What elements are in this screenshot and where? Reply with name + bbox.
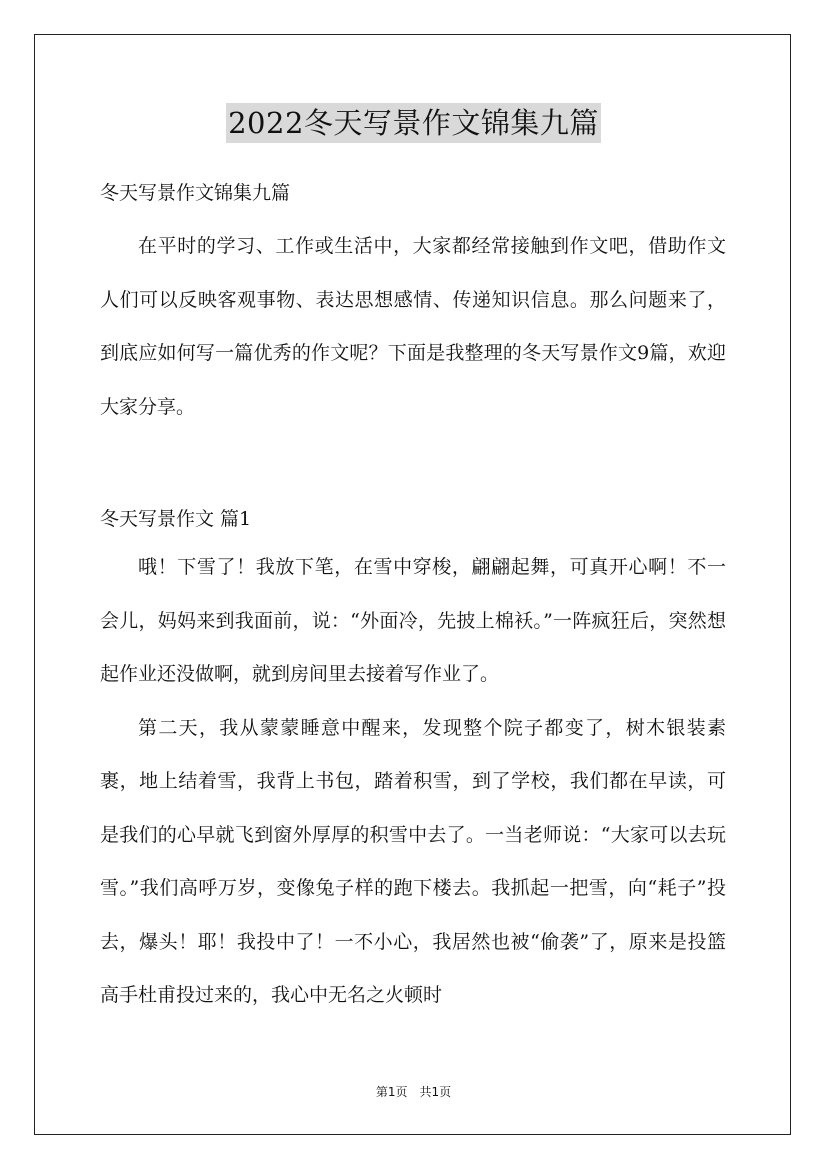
intro-block [100, 220, 726, 434]
section-paragraph: 第二天，我从蒙蒙睡意中醒来，发现整个院子都变了，树木银装素裹，地上结着雪，我背上书包，踏着积雪，到了学校，我们都在早读，可是我们的心早就飞到窗外厚厚的积雪中去了。一当老师说：“大家可以去玩雪。”我们高呼万岁，变像兔子样的跑下楼去。我抓起一把雪，向“耗子”投去，爆头！耶！我投中了！一不小心，我居然也被“偷袭”了，原来是投篮高手杜甫投过来的，我心中无名之火顿时 [100, 716, 726, 1006]
intro-paragraph: 在平时的学习、工作或生活中，大家都经常接触到作文吧，借助作文人们可以反映客观事物、表达思想感情、传递知识信息。那么问题来了，到底应如何写一篇优秀的作文呢？下面是我整理的冬天写景作文9篇，欢迎大家分享。 [100, 235, 726, 418]
document-title-text: 2022冬天写景作文锦集九篇 [226, 103, 601, 143]
document-subtitle: 冬天写景作文锦集九篇 [100, 182, 291, 204]
document-title [0, 103, 827, 148]
section-paragraph: 哦！下雪了！我放下笔，在雪中穿梭，翩翩起舞，可真开心啊！不一会儿，妈妈来到我面前，说：“外面冷，先披上棉袄。”一阵疯狂后，突然想起作业还没做啊，就到房间里去接着写作业了。 [100, 556, 726, 685]
section-heading: 冬天写景作文 篇1 [100, 508, 252, 530]
section-body [100, 541, 726, 1023]
page-footer: 第1页 共1页 [375, 1085, 452, 1099]
